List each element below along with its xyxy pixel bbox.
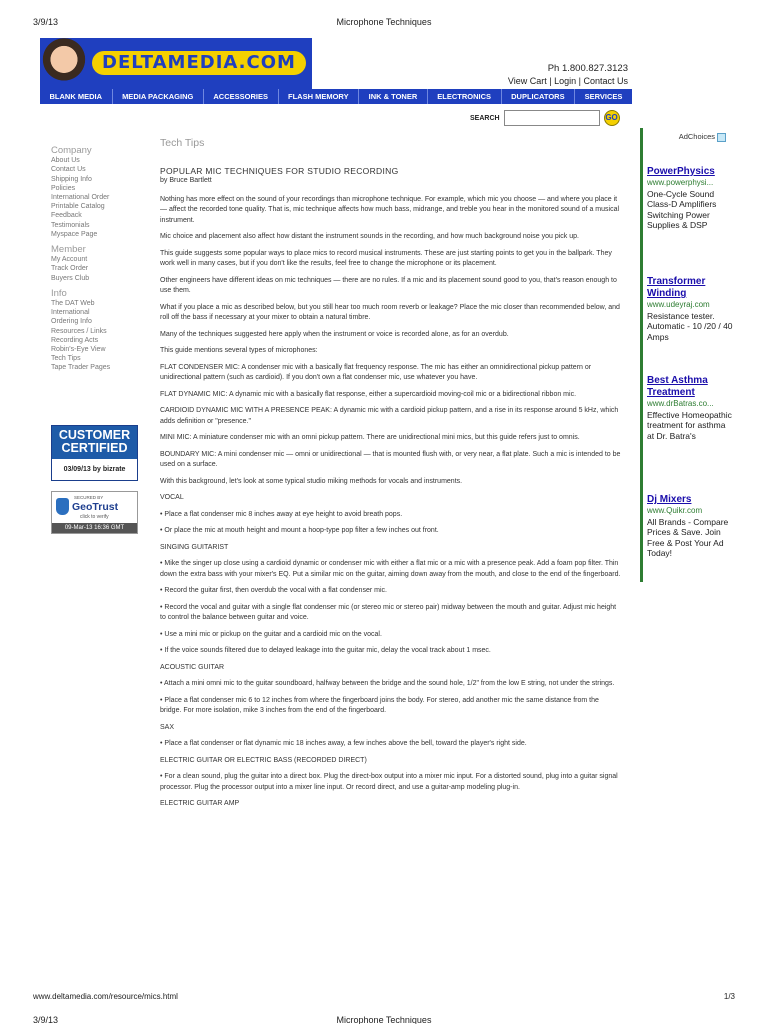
next-print-title: Microphone Techniques bbox=[336, 1015, 432, 1024]
nav-electronics[interactable]: ELECTRONICS bbox=[428, 89, 502, 104]
paragraph: MINI MIC: A miniature condenser mic with an omni pickup pattern. There are unidirectional mini mics, but this guide refers just to omnis. bbox=[160, 434, 580, 441]
sidebar-link-dat-web[interactable]: The DAT Web bbox=[51, 300, 95, 308]
search-bar bbox=[470, 109, 620, 127]
phone-number: Ph 1.800.827.3123 bbox=[547, 63, 628, 74]
sidebar-link-tape-trader[interactable]: Tape Trader Pages bbox=[51, 364, 111, 372]
ad-url[interactable]: www.Quikr.com bbox=[647, 506, 703, 515]
article-byline: by Bruce Bartlett bbox=[160, 177, 212, 184]
company-heading: Company bbox=[51, 145, 92, 156]
sidebar-link-ordering-info[interactable]: Ordering Info bbox=[51, 318, 92, 326]
ad-url[interactable]: www.udeyraj.com bbox=[647, 300, 710, 309]
info-heading: Info bbox=[51, 287, 67, 299]
paragraph: What if you place a mic as described below, but you still hear too much room reverb or leakage? Place the mic closer than recommended below, and roll off the bass if necessary at your mixer to obtain a natural timbre. bbox=[160, 303, 620, 321]
subheading-vocal: VOCAL bbox=[160, 494, 184, 501]
site-logo[interactable]: DELTAMEDIA.COM bbox=[92, 51, 306, 75]
nav-duplicators[interactable]: DUPLICATORS bbox=[502, 89, 576, 104]
subheading-electric-direct: ELECTRIC GUITAR OR ELECTRIC BASS (RECORDED DIRECT) bbox=[160, 756, 367, 764]
subheading-singing-guitarist: SINGING GUITARIST bbox=[160, 543, 229, 551]
list-item: • Place a flat condenser mic 8 inches away at eye height to avoid breath pops. bbox=[160, 510, 403, 518]
search-label: SEARCH bbox=[470, 114, 500, 122]
nav-ink-toner[interactable]: INK & TONER bbox=[359, 89, 428, 104]
sidebar-link-track-order[interactable]: Track Order bbox=[51, 265, 89, 273]
list-item: • If the voice sounds filtered due to delayed leakage into the guitar mic, delay the vocal track about 1 msec. bbox=[160, 647, 491, 654]
ad-block[interactable] bbox=[647, 375, 733, 441]
sidebar-link-contact[interactable]: Contact Us bbox=[51, 166, 86, 174]
print-header bbox=[33, 17, 735, 31]
section-title: Tech Tips bbox=[160, 137, 205, 149]
paragraph: Many of the techniques suggested here apply when the instrument or voice is recorded alone, as for an overdub. bbox=[160, 330, 509, 338]
member-heading: Member bbox=[51, 244, 86, 256]
sidebar-link-international-order[interactable]: International Order bbox=[51, 194, 110, 202]
list-item: • Record the guitar first, then overdub the vocal with a flat condenser mic. bbox=[160, 587, 387, 594]
article-title: POPULAR MIC TECHNIQUES FOR STUDIO RECORDING bbox=[160, 165, 399, 176]
paragraph: CARDIOID DYNAMIC MIC WITH A PRESENCE PEAK: A dynamic mic with a cardioid pickup pattern, and a rise in its response around 5 kHz, which adds definition or "presence." bbox=[160, 407, 619, 425]
adchoices-icon bbox=[717, 133, 726, 142]
ad-title[interactable]: Best Asthma Treatment bbox=[647, 375, 708, 398]
paragraph: Mic choice and placement also affect how distant the instrument sounds in the recording, and how much background noise you pick up. bbox=[160, 233, 579, 240]
ad-block[interactable] bbox=[647, 166, 733, 231]
article bbox=[160, 138, 622, 816]
nav-media-packaging[interactable]: MEDIA PACKAGING bbox=[113, 89, 204, 104]
paragraph: Other engineers have different ideas on mic techniques — there are no rules. If a mic and its placement sound good to you, that's reason enough to use them. bbox=[160, 276, 617, 294]
left-sidebar bbox=[51, 146, 141, 373]
next-print-date: 3/9/13 bbox=[33, 1015, 59, 1024]
subheading-electric-amp: ELECTRIC GUITAR AMP bbox=[160, 800, 240, 807]
ad-block[interactable] bbox=[647, 276, 733, 342]
paragraph: With this background, let's look at some typical studio miking methods for vocals and instruments. bbox=[160, 477, 463, 485]
list-item: • Place a flat condenser or flat dynamic mic 18 inches away, a few inches above the bell, toward the player's right side. bbox=[160, 740, 527, 747]
subheading-acoustic-guitar: ACOUSTIC GUITAR bbox=[160, 663, 225, 671]
geotrust-secured-label: SECURED BY bbox=[74, 495, 104, 500]
paragraph: Nothing has more effect on the sound of your recordings than microphone technique. For example, which mic you choose — and where you place it — affect the recorded tone quality. That is, mic technique affects how much bass, midrange, and treble you hear in the monitored sound of a musical instrument. bbox=[160, 195, 620, 224]
sidebar-link-tech-tips[interactable]: Tech Tips bbox=[51, 355, 81, 363]
sidebar-link-international[interactable]: International bbox=[51, 309, 90, 317]
page-number: 1/3 bbox=[723, 992, 735, 1001]
mascot-image bbox=[40, 38, 88, 89]
geotrust-brand: GeoTrust bbox=[72, 501, 119, 513]
badge-date: 03/09/13 by bizrate bbox=[52, 459, 137, 480]
customer-certified-badge[interactable] bbox=[51, 425, 138, 481]
sidebar-link-recording-acts[interactable]: Recording Acts bbox=[51, 336, 99, 344]
sidebar-link-shipping[interactable]: Shipping Info bbox=[51, 175, 92, 183]
nav-blank-media[interactable]: BLANK MEDIA bbox=[40, 89, 113, 104]
ad-block[interactable] bbox=[647, 494, 733, 559]
print-title: Microphone Techniques bbox=[336, 17, 432, 27]
ad-text: One-Cycle Sound Class-D Amplifiers Switching Power Supplies & DSP bbox=[647, 188, 717, 230]
top-links[interactable]: View Cart | Login | Contact Us bbox=[507, 76, 628, 86]
sidebar-link-myspace[interactable]: Myspace Page bbox=[51, 230, 98, 238]
badge-line-2: CERTIFIED bbox=[61, 441, 128, 455]
ad-title[interactable]: PowerPhysics bbox=[647, 166, 715, 177]
geotrust-click-label: click to verify bbox=[80, 514, 109, 520]
sidebar-link-feedback[interactable]: Feedback bbox=[51, 212, 82, 220]
paragraph: This guide mentions several types of microphones: bbox=[160, 347, 318, 354]
badge-line-1: CUSTOMER bbox=[58, 428, 131, 442]
paragraph: BOUNDARY MIC: A mini condenser mic — omni or unidirectional — that is mounted flush with, or very near, a flat plate. Such a mic is intended to be used on a surface. bbox=[160, 450, 621, 468]
paragraph: FLAT DYNAMIC MIC: A dynamic mic with a basically flat response, either a supercardioid moving-coil mic or a bidirectional ribbon mic. bbox=[160, 390, 577, 398]
sidebar-link-resources[interactable]: Resources / Links bbox=[51, 327, 107, 335]
ad-url[interactable]: www.powerphysi... bbox=[647, 178, 714, 187]
paragraph: FLAT CONDENSER MIC: A condenser mic with a basically flat frequency response. The mic has either an omnidirectional pickup pattern or unidirectional pattern (such as cardioid). If you don't own a flat condenser mic, use whatever you have. bbox=[160, 363, 592, 381]
main-nav bbox=[40, 89, 632, 104]
search-go-button[interactable]: GO bbox=[604, 110, 620, 126]
sidebar-link-account[interactable]: My Account bbox=[51, 256, 88, 264]
list-item: • Place a flat condenser mic 6 to 12 inches from where the fingerboard joins the body. For stereo, add another mic the same distance from the bridge. For more isolation, mike 3 inches from the end of the fingerboard. bbox=[160, 696, 599, 714]
ad-text: All Brands - Compare Prices & Save. Join Free & Post Your Ad Today! bbox=[647, 516, 729, 558]
list-item: • Record the vocal and guitar with a single flat condenser mic (or stereo mic or stereo pair) midway between the mouth and guitar. Adjust mic height to control the balance between guitar and voice. bbox=[160, 603, 617, 621]
print-date: 3/9/13 bbox=[33, 17, 59, 27]
search-input[interactable] bbox=[504, 110, 600, 126]
sidebar-link-about[interactable]: About Us bbox=[51, 157, 80, 165]
page-url: www.deltamedia.com/resource/mics.html bbox=[33, 992, 178, 1001]
ad-url[interactable]: www.drBatras.co... bbox=[647, 399, 714, 408]
nav-accessories[interactable]: ACCESSORIES bbox=[204, 89, 279, 104]
ad-title[interactable]: Dj Mixers bbox=[647, 494, 692, 505]
ad-text: Resistance tester. Automatic - 10 /20 / 40 Amps bbox=[647, 310, 733, 342]
ad-column bbox=[640, 128, 733, 582]
adchoices-label[interactable]: AdChoices bbox=[679, 132, 726, 143]
list-item: • Mike the singer up close using a cardioid dynamic or condenser mic with either a flat mic or a mic with a presence peak. Add a foam pop filter. Thin down the extra bass with your mixer's EQ. Put a similar mic on the guitar, aiming down away from the mouth, and close to the end of the fingerboard. bbox=[160, 560, 621, 578]
ad-title[interactable]: Transformer Winding bbox=[647, 276, 706, 299]
geotrust-seal[interactable] bbox=[51, 491, 138, 534]
geotrust-date: 09-Mar-13 16:36 GMT bbox=[52, 523, 137, 533]
paragraph: This guide suggests some popular ways to place mics to record musical instruments. These are just starting points to get you in the ballpark. They work well in many cases, but if you don't like the results, feel free to change the microphone or its placement. bbox=[160, 249, 612, 267]
nav-flash-memory[interactable]: FLASH MEMORY bbox=[279, 89, 360, 104]
sidebar-link-catalog[interactable]: Printable Catalog bbox=[51, 203, 105, 211]
sidebar-link-buyers-club[interactable]: Buyers Club bbox=[51, 274, 90, 282]
list-item: • Or place the mic at mouth height and mount a hoop-type pop filter a few inches out front. bbox=[160, 527, 439, 534]
sidebar-link-policies[interactable]: Policies bbox=[51, 184, 76, 192]
subheading-sax: SAX bbox=[160, 723, 175, 731]
shield-icon bbox=[56, 498, 69, 515]
sidebar-link-robins-eye[interactable]: Robin's-Eye View bbox=[51, 346, 106, 354]
list-item: • For a clean sound, plug the guitar into a direct box. Plug the direct-box output into a mixer mic input. For a distorted sound, plug into a guitar signal processor. Plug the processor output into a mixer line input. Or record direct, and use a guitar-amp modeling plug-in. bbox=[160, 773, 618, 791]
ad-text: Effective Homeopathic treatment for asthma at Dr. Batra's bbox=[647, 409, 732, 441]
list-item: • Use a mini mic or pickup on the guitar and a cardioid mic on the vocal. bbox=[160, 630, 382, 638]
nav-services[interactable]: SERVICES bbox=[584, 92, 623, 101]
sidebar-link-testimonials[interactable]: Testimonials bbox=[51, 221, 90, 229]
contact-block bbox=[508, 63, 628, 87]
list-item: • Attach a mini omni mic to the guitar soundboard, halfway between the bridge and the sound hole, 1/2" from the low E string, not under the strings. bbox=[160, 680, 615, 687]
